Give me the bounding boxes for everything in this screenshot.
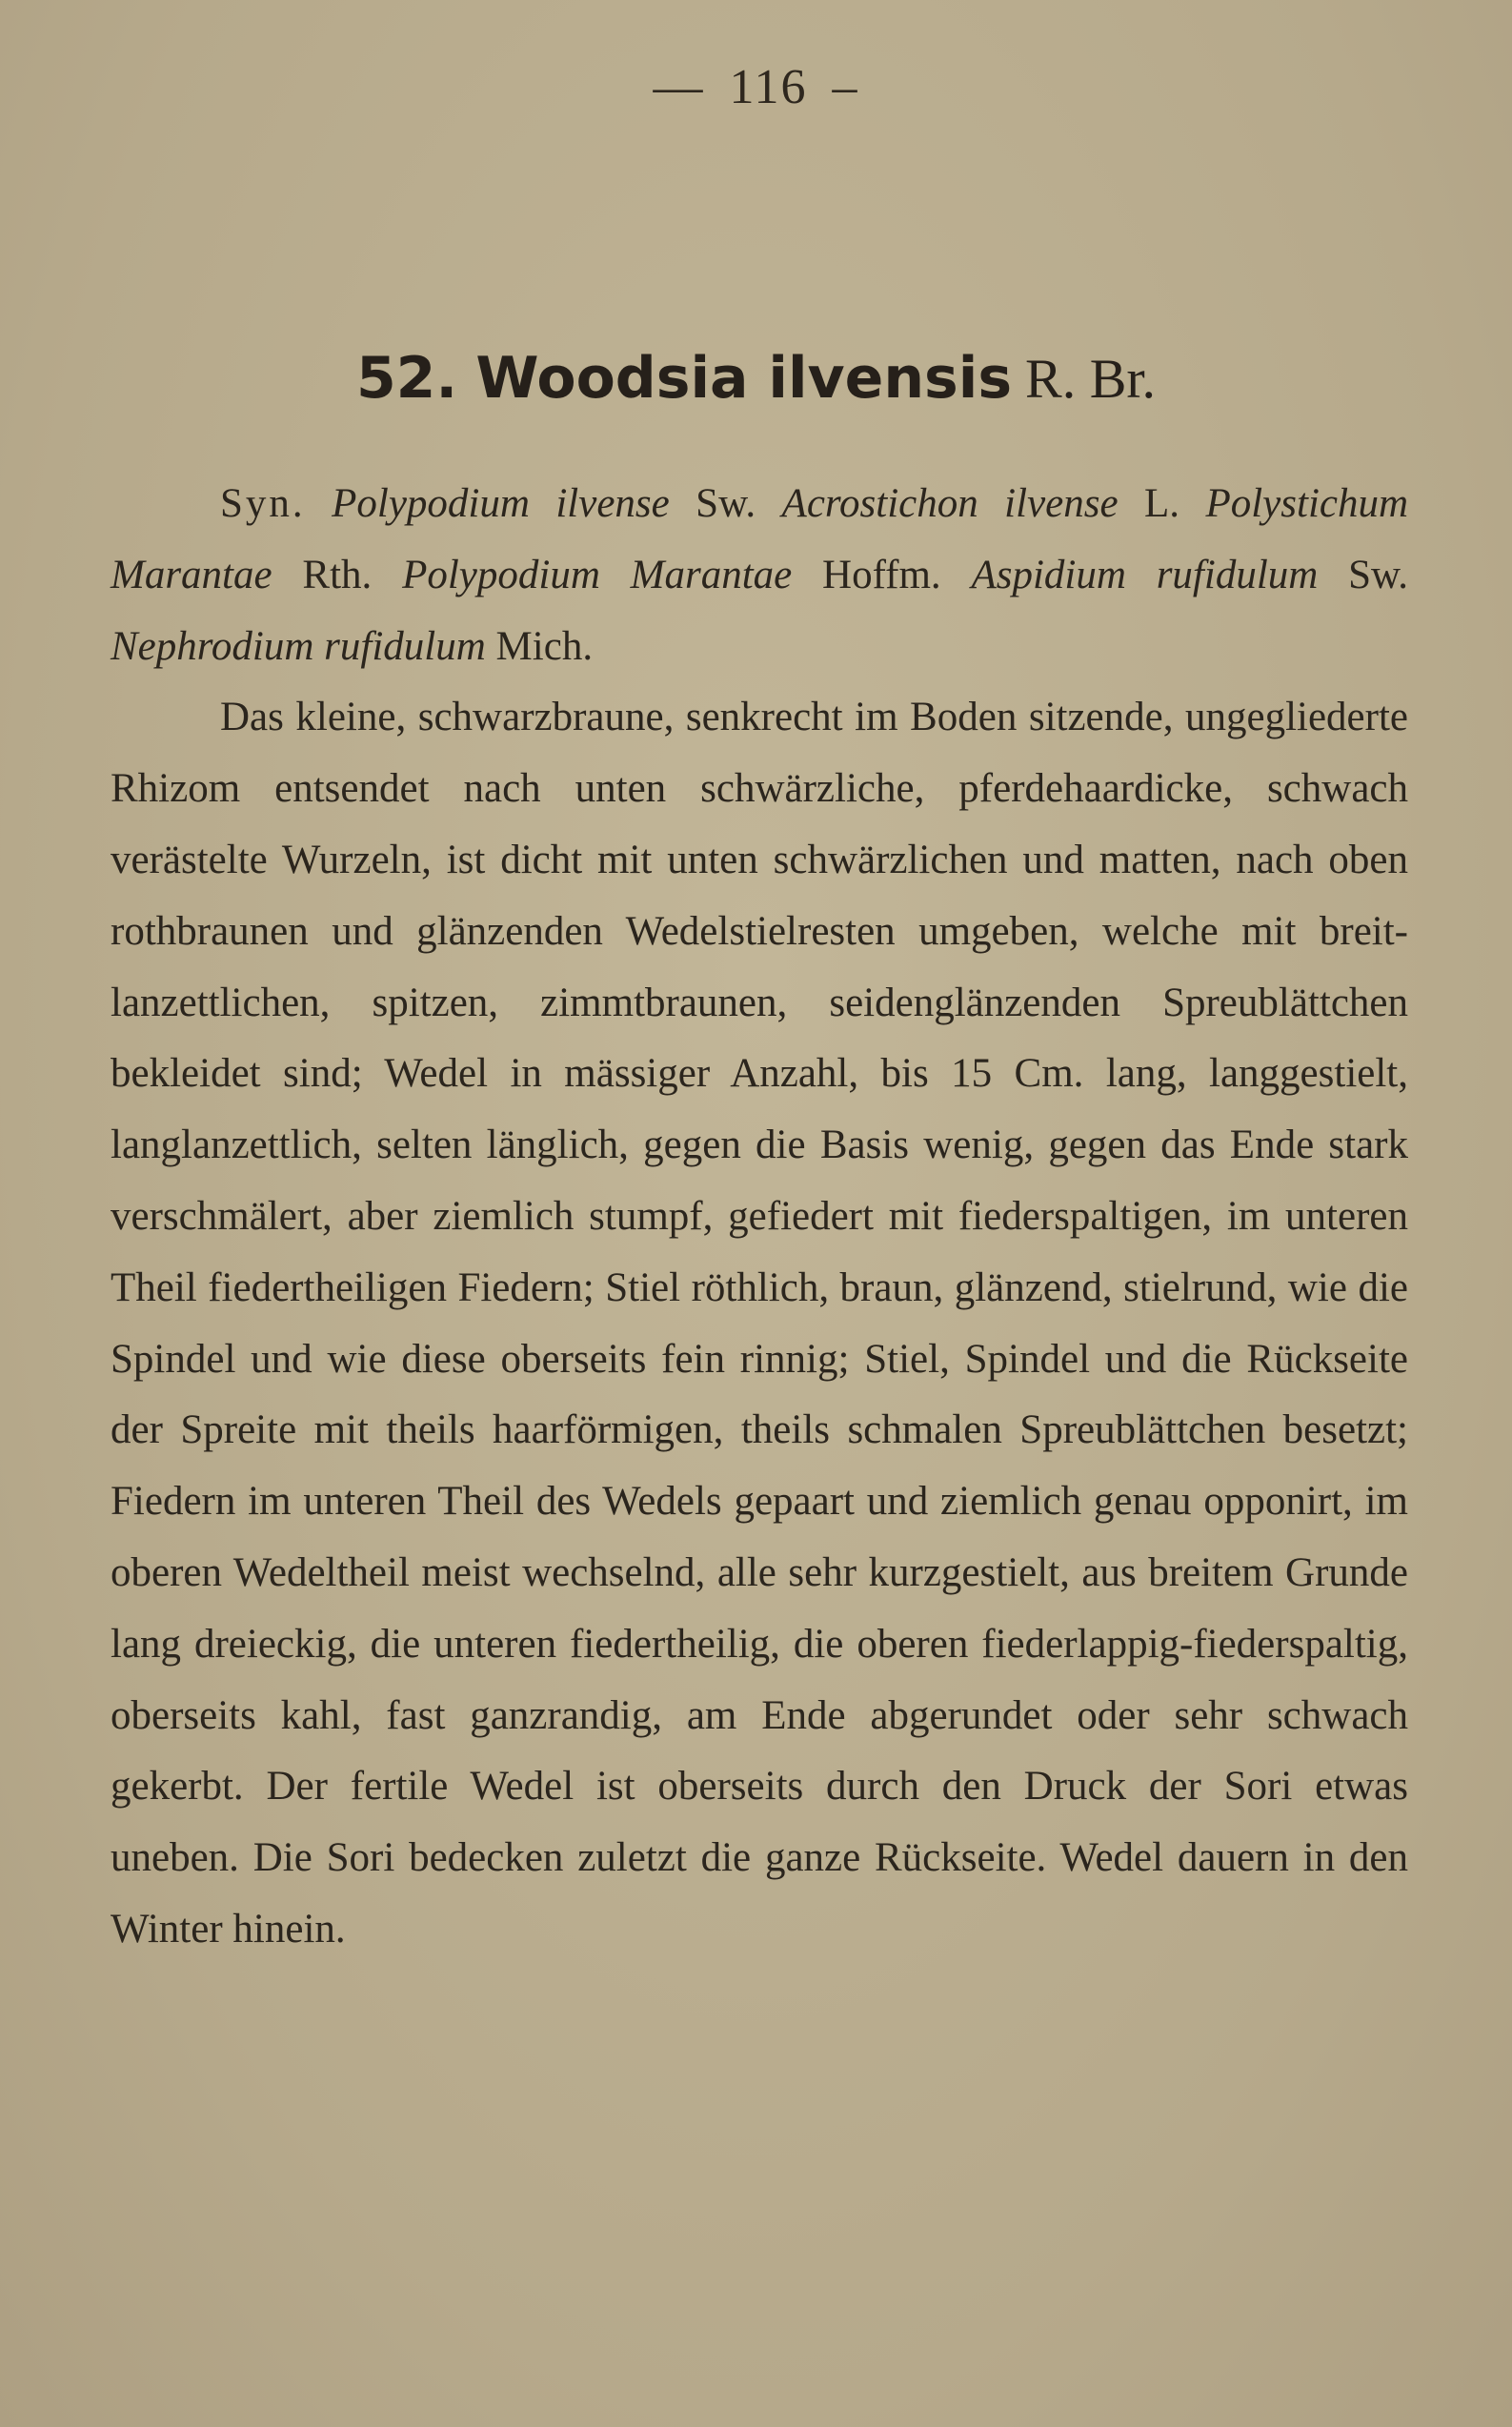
synonym-name: Acrostichon ilvense bbox=[781, 481, 1119, 526]
synonym-name: Polypodium Marantae bbox=[402, 552, 793, 597]
synonyms-label: Syn. bbox=[220, 481, 306, 526]
synonym-author: Sw. bbox=[1348, 552, 1409, 597]
page-number-left-dash: — bbox=[653, 60, 705, 114]
synonym-author: Hoffm. bbox=[822, 552, 941, 597]
species-author: R. Br. bbox=[1025, 348, 1157, 410]
synonym-name: Nephrodium rufidulum bbox=[111, 623, 486, 669]
synonym-name: Aspidium rufidulum bbox=[971, 552, 1319, 597]
species-heading bbox=[0, 345, 1512, 412]
species-name: Woodsia ilvensis bbox=[475, 345, 1013, 412]
synonym-author: L. bbox=[1144, 481, 1180, 526]
page-number bbox=[0, 59, 1512, 115]
synonym-author: Rth. bbox=[302, 552, 373, 597]
synonym-author: Mich. bbox=[495, 623, 594, 669]
page-number-value: 116 bbox=[729, 60, 808, 114]
synonyms-paragraph bbox=[111, 469, 1408, 682]
species-number: 52. bbox=[355, 345, 458, 412]
description-paragraph: Das kleine, schwarzbraune, senkrecht im Boden sitzende, ungegliederte Rhizom entsendet nach unten schwärzliche, pferdehaardicke, schwach verästelte Wurzeln, ist dicht mit unten schwärzlichen und matten, nach oben rothbraunen und glänzenden Wedelstielresten umgeben, welche mit breit-lanzettlichen, spitzen, zimmtbraunen, seidenglänzenden Spreublättchen bekleidet sind; Wedel in mässiger Anzahl, bis 15 Cm. lang, langgestielt, langlanzettlich, selten länglich, gegen die Basis wenig, gegen das Ende stark verschmälert, aber ziemlich stumpf, gefiedert mit fiederspaltigen, im unteren Theil fiedertheiligen Fiedern; Stiel röthlich, braun, glänzend, stielrund, wie die Spindel und wie diese oberseits fein rinnig; Stiel, Spindel und die Rückseite der Spreite mit theils haarförmigen, theils schmalen Spreublättchen besetzt; Fiedern im unteren Theil des Wedels gepaart und ziemlich genau opponirt, im oberen Wedeltheil meist wechselnd, alle sehr kurzgestielt, aus breitem Grunde lang dreieckig, die unteren fiedertheilig, die oberen fiederlappig-fiederspaltig, oberseits kahl, fast ganzrandig, am Ende abgerundet oder sehr schwach gekerbt. Der fertile Wedel ist oberseits durch den Druck der Sori etwas uneben. Die Sori bedecken zuletzt die ganze Rückseite. Wedel dauern in den Winter hinein. bbox=[111, 695, 1408, 1952]
page-number-right-dash: – bbox=[832, 60, 859, 114]
synonym-author: Sw. bbox=[696, 481, 756, 526]
synonym-name: Polypodium ilvense bbox=[332, 481, 670, 526]
synonym-name: Polystichum Marantae bbox=[111, 481, 1409, 597]
body-text bbox=[111, 469, 1408, 1966]
